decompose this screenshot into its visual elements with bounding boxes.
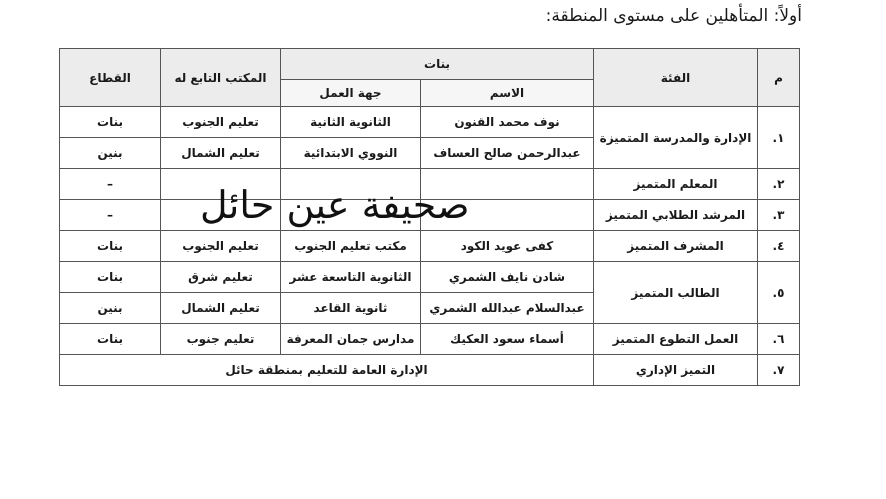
table-body	[60, 107, 800, 386]
table-row	[60, 200, 800, 231]
row-workplace: مدارس جمان المعرفة	[281, 324, 421, 355]
row-sector: بنات	[60, 324, 161, 355]
row-sector: بنات	[60, 231, 161, 262]
row-number: ١.	[758, 107, 800, 169]
row-category: الطالب المتميز	[594, 262, 758, 324]
row-office	[161, 200, 281, 231]
row-category: المرشد الطلابي المتميز	[594, 200, 758, 231]
row-number: ٥.	[758, 262, 800, 324]
row-office: تعليم شرق	[161, 262, 281, 293]
row-office: تعليم الجنوب	[161, 107, 281, 138]
row-category: المشرف المتميز	[594, 231, 758, 262]
row-name: شادن نايف الشمري	[421, 262, 594, 293]
table-row	[60, 262, 800, 293]
row-category: التميز الإداري	[594, 355, 758, 386]
row-workplace	[281, 200, 421, 231]
row-name: عبدالرحمن صالح العساف	[421, 138, 594, 169]
row-name: أسماء سعود العكيك	[421, 324, 594, 355]
row-workplace: الثانوية الثانية	[281, 107, 421, 138]
row-category: الإدارة والمدرسة المتميزة	[594, 107, 758, 169]
header-num: م	[758, 49, 800, 107]
row-sector: بنات	[60, 262, 161, 293]
row-number: ٤.	[758, 231, 800, 262]
row-merged-text: الإدارة العامة للتعليم بمنطقة حائل	[60, 355, 594, 386]
row-workplace: ثانوية القاعد	[281, 293, 421, 324]
row-office: تعليم الشمال	[161, 138, 281, 169]
row-category: العمل التطوع المتميز	[594, 324, 758, 355]
row-sector: –	[60, 200, 161, 231]
row-sector: بنات	[60, 107, 161, 138]
table-header	[60, 49, 800, 107]
row-office: تعليم جنوب	[161, 324, 281, 355]
row-name: عبدالسلام عبدالله الشمري	[421, 293, 594, 324]
row-name	[421, 169, 594, 200]
row-workplace	[281, 169, 421, 200]
row-sector: –	[60, 169, 161, 200]
table-row	[60, 324, 800, 355]
table-row	[60, 355, 800, 386]
row-name: كفى عويد الكود	[421, 231, 594, 262]
row-office	[161, 169, 281, 200]
header-category: الفئة	[594, 49, 758, 107]
header-name: الاسم	[421, 80, 594, 107]
row-workplace: النووي الابتدائية	[281, 138, 421, 169]
header-office: المكتب التابع له	[161, 49, 281, 107]
table-row	[60, 231, 800, 262]
watermark-text: صحيفة عين حائل	[200, 183, 470, 227]
row-number: ٢.	[758, 169, 800, 200]
row-number: ٧.	[758, 355, 800, 386]
row-workplace: الثانوية التاسعة عشر	[281, 262, 421, 293]
row-office: تعليم الشمال	[161, 293, 281, 324]
header-group: بنات	[281, 49, 594, 80]
row-name	[421, 200, 594, 231]
header-workplace: جهة العمل	[281, 80, 421, 107]
header-sector: القطاع	[60, 49, 161, 107]
table-row	[60, 107, 800, 138]
row-workplace: مكتب تعليم الجنوب	[281, 231, 421, 262]
row-number: ٦.	[758, 324, 800, 355]
row-name: نوف محمد القنون	[421, 107, 594, 138]
qualifiers-table	[59, 48, 800, 386]
row-number: ٣.	[758, 200, 800, 231]
row-sector: بنين	[60, 293, 161, 324]
section-heading: أولاً: المتأهلين على مستوى المنطقة:	[545, 6, 802, 26]
table-row	[60, 169, 800, 200]
row-sector: بنين	[60, 138, 161, 169]
row-category: المعلم المتميز	[594, 169, 758, 200]
row-office: تعليم الجنوب	[161, 231, 281, 262]
